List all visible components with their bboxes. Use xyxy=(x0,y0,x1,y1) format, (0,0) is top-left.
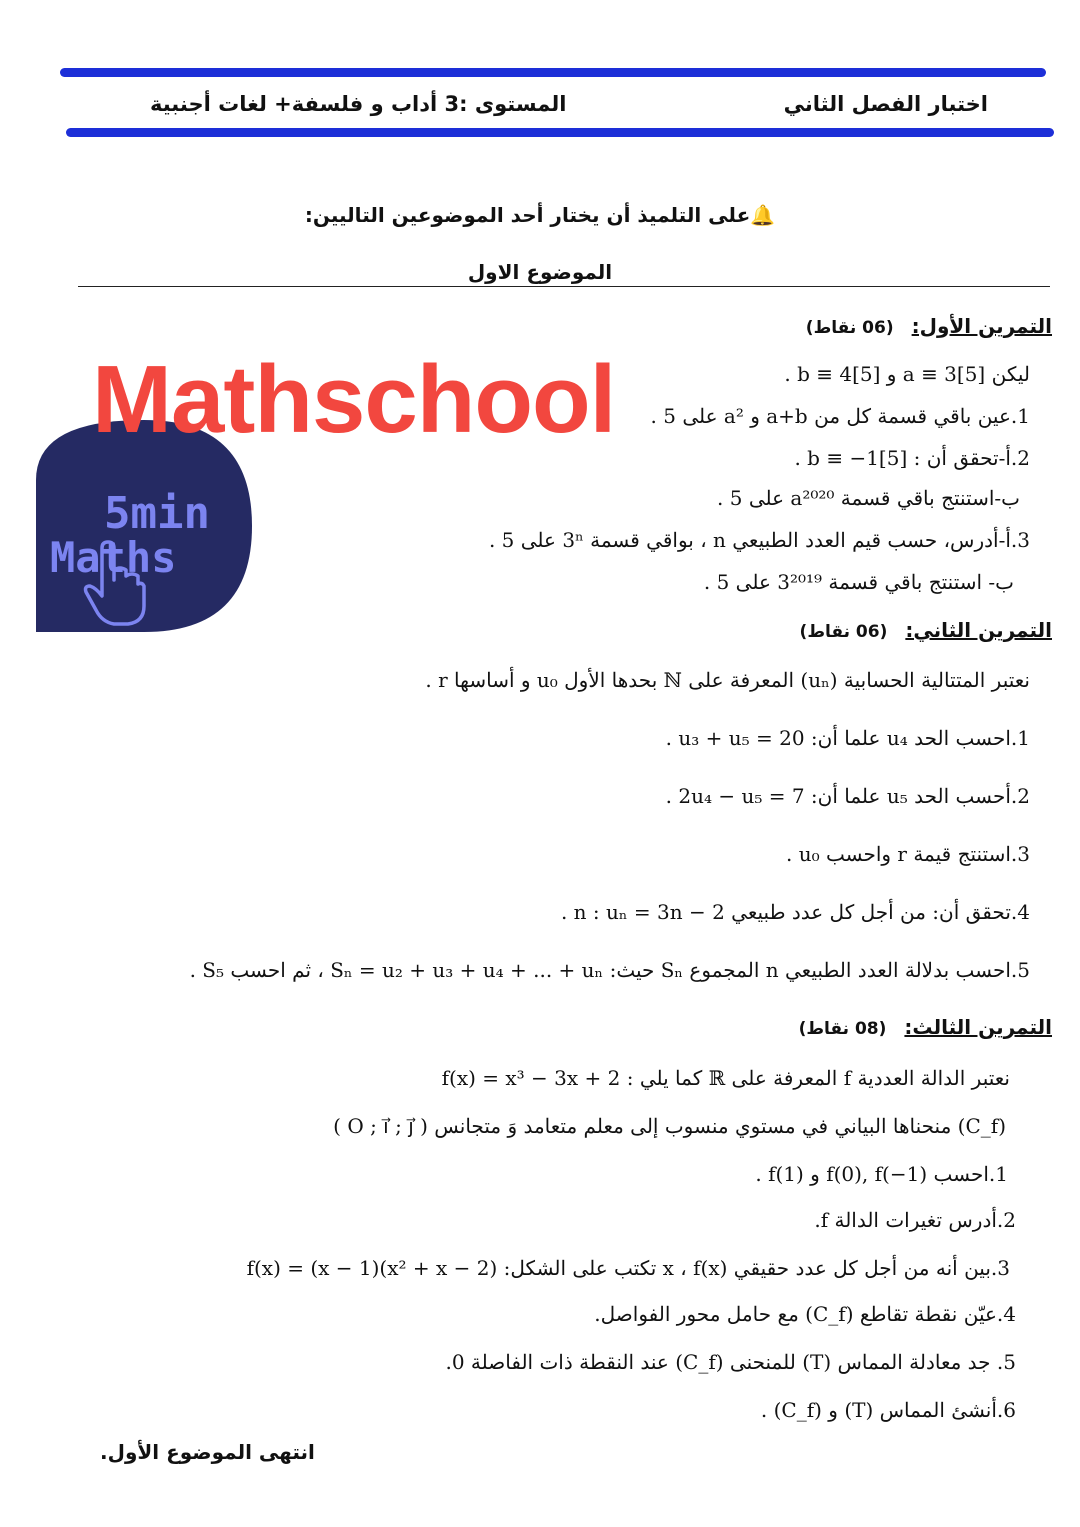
exercise-1-title xyxy=(806,314,1052,338)
subject-divider xyxy=(78,286,1050,287)
logo-line1: 5min xyxy=(104,488,210,539)
ex1-line-1: 1.عين باقي قسمة كل من a+b و a² على 5 . xyxy=(650,404,1030,428)
exercise-3-title xyxy=(799,1015,1052,1039)
ex3-line-6: 5. جد معادلة المماس (T) للمنحنى (C_f) عند النقطة ذات الفاصلة 0. xyxy=(445,1350,1016,1374)
ex2-line-3: 3.استنتج قيمة r واحسب u₀ . xyxy=(786,842,1030,866)
ex2-line-5: 5.احسب بدلالة العدد الطبيعي n المجموع Sₙ حيث: Sₙ = u₂ + u₃ + u₄ + ... + uₙ ، ثم احسب S₅ . xyxy=(189,958,1030,982)
instruction-text: على التلميذ أن يختار أحد الموضوعين التاليين: xyxy=(304,203,751,227)
ex1-line-5: ب- استنتج باقي قسمة 3²⁰¹⁹ على 5 . xyxy=(703,570,1014,594)
exercise-1-heading: التمرين الأول: xyxy=(911,314,1052,338)
end-of-subject: انتهى الموضوع الأول. xyxy=(100,1440,315,1464)
exercise-2-points: (06 نقاط) xyxy=(799,622,888,642)
ex3-line-1: (C_f) منحناها البياني في مستوي منسوب إلى معلم متعامد وَ متجانس ( O ; i⃗ ; j⃗ ) xyxy=(333,1114,1006,1138)
subject-title: الموضوع الاول xyxy=(467,260,613,284)
mathschool-watermark: Mathschool xyxy=(92,346,616,453)
ex2-line-1: 1.احسب الحد u₄ علما أن: u₃ + u₅ = 20 . xyxy=(665,726,1030,750)
ex1-line-3: ب-استنتج باقي قسمة a²⁰²⁰ على 5 . xyxy=(717,486,1020,510)
header-exam-title: اختبار الفصل الثاني xyxy=(783,92,988,116)
exercise-3-heading: التمرين الثالث: xyxy=(904,1015,1052,1039)
exercise-2-title xyxy=(800,618,1052,642)
ex3-line-4: 3.بين أنه من أجل كل عدد حقيقي x ، f(x) تكتب على الشكل: f(x) = (x − 1)(x² + x − 2) xyxy=(246,1256,1010,1280)
exercise-1-points: (06 نقاط) xyxy=(805,318,894,338)
bell-icon: 🔔 xyxy=(750,203,776,227)
ex2-line-2: 2.أحسب الحد u₅ علما أن: 2u₄ − u₅ = 7 . xyxy=(665,784,1030,808)
ex1-line-4: 3.أ-أدرس، حسب قيم العدد الطبيعي n ، بواقي قسمة 3ⁿ على 5 . xyxy=(488,528,1030,552)
ex2-line-4: 4.تحقق أن: من أجل كل عدد طبيعي n : uₙ = 3n − 2 . xyxy=(560,900,1030,924)
ex1-line-0: ليكن a ≡ 3[5] و b ≡ 4[5] . xyxy=(784,362,1030,386)
ex2-line-0: نعتبر المتتالية الحسابية (uₙ) المعرفة على ℕ بحدها الأول u₀ و أساسها r . xyxy=(425,668,1030,692)
logo-line2: Maths xyxy=(50,533,177,582)
ex1-line-2: 2.أ-تحقق أن : b ≡ −1[5] . xyxy=(794,446,1030,470)
instruction-line xyxy=(0,203,1080,227)
ex3-line-5: 4.عيّن نقطة تقاطع (C_f) مع حامل محور الفواصل. xyxy=(594,1302,1016,1326)
header-level: المستوى :3 أداب و فلسفة+ لغات أجنبية xyxy=(150,92,567,116)
ex3-line-2: 1.احسب f(0), f(−1) و f(1) . xyxy=(755,1162,1008,1186)
ex3-line-3: 2.أدرس تغيرات الدالة f. xyxy=(814,1208,1016,1232)
ex3-line-7: 6.أنشئ المماس (T) و (C_f) . xyxy=(760,1398,1016,1422)
exercise-2-heading: التمرين الثاني: xyxy=(905,618,1052,642)
header-blue-rule xyxy=(66,128,1054,137)
exercise-3-points: (08 نقاط) xyxy=(798,1019,887,1039)
ex3-line-0: نعتبر الدالة العددية f المعرفة على ℝ كما يلي : f(x) = x³ − 3x + 2 xyxy=(441,1066,1010,1090)
top-blue-rule xyxy=(60,68,1046,77)
